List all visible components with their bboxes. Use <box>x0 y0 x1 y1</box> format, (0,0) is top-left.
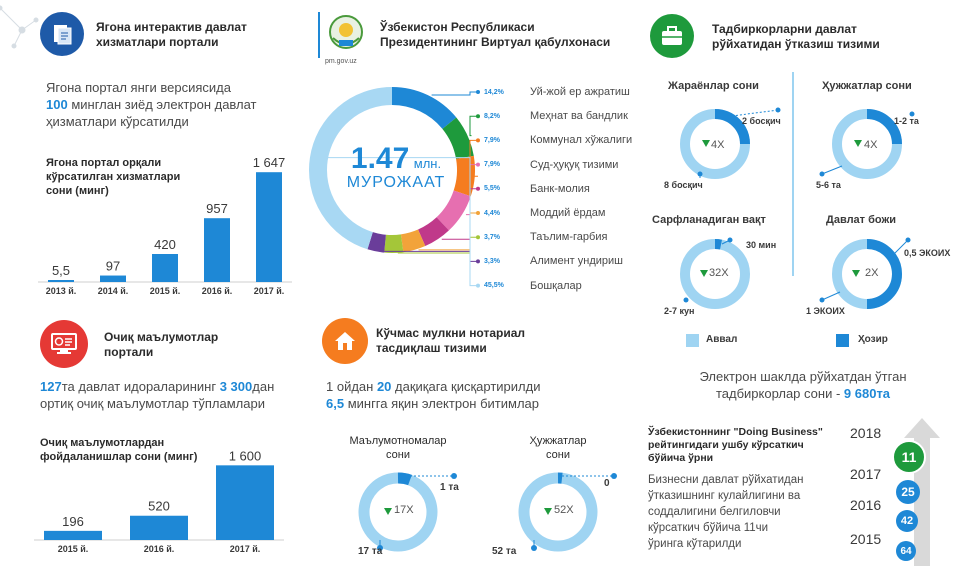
gauge-processes-title: Жараёнлар сони <box>668 80 759 92</box>
bar-value-label: 957 <box>206 201 228 217</box>
gauge-documents-title: Ҳужжатлар сони <box>529 435 587 461</box>
donut-center-value: 1.47 <box>350 142 410 175</box>
doing-business-description: Бизнесни давлат рўйхатидан ўтказишнинг кулайлигини ва соддалигини белгиловчи кўрсаткич бўйича 11чи ўринга кўтарилди <box>648 474 804 550</box>
gauge-documents-count-title: Ҳужжатлар сони <box>822 80 912 92</box>
bar-category-label: 2016 й. <box>201 286 233 296</box>
rank-badge-2015: 64 <box>896 541 916 561</box>
legend-item-value: 4,4% <box>484 209 500 217</box>
gauge-references-center: 17X <box>394 504 414 516</box>
donut-center-label: МУРОЖААТ <box>346 174 446 191</box>
legend-after-swatch <box>836 334 849 347</box>
donut-center <box>336 142 456 192</box>
gauge-documents-after: 0 <box>604 478 610 489</box>
legend-dot <box>476 163 480 167</box>
legend-dot <box>476 90 480 94</box>
legend-item-label: Банк-молия <box>530 182 590 195</box>
donut-slice <box>402 238 422 244</box>
forms-icon <box>40 12 84 56</box>
bar-value-label: 520 <box>148 498 170 514</box>
legend-item-value: 45,5% <box>484 282 504 290</box>
logo-caption: pm.gov.uz <box>325 58 357 65</box>
legend-dot <box>476 284 480 288</box>
bar-category-label: 2016 й. <box>143 544 175 554</box>
legend-item <box>484 181 590 197</box>
legend-connector <box>432 92 478 95</box>
donut-slice <box>370 241 385 244</box>
open-data-bar-chart <box>30 430 310 565</box>
legend-item-label: Таълим-гарбия <box>530 231 608 244</box>
legend-before-swatch <box>686 334 699 347</box>
bar <box>130 516 188 540</box>
legend-item <box>484 253 623 269</box>
rank-year-2017: 2017 <box>850 466 882 482</box>
legend-dot <box>476 259 480 263</box>
gauge-time-before: 2-7 кун <box>664 306 695 316</box>
donut-slice <box>392 96 449 123</box>
gauge-documents-before: 52 та <box>492 546 517 557</box>
legend-before-label: Аввал <box>706 334 738 345</box>
gauge-references-before: 17 та <box>358 546 383 557</box>
business-title: Тадбиркорларни давлат рўйхатидан ўтказиш тизими <box>712 22 880 51</box>
legend-item-value: 8,2% <box>484 112 500 120</box>
doing-business-title: Ўзбекистоннинг "Doing Business" рейтингидаги ушбу кўрсаткич бўйича ўрни <box>648 426 823 464</box>
legend-connector <box>470 116 478 135</box>
gauge-documents-count-center: 4X <box>864 139 878 151</box>
legend-item-label: Алимент ундириш <box>530 255 623 268</box>
legend-item-label: Моддий ёрдам <box>530 207 606 219</box>
bar <box>44 531 102 540</box>
bar-category-label: 2017 й. <box>253 286 285 296</box>
monitor-icon <box>40 320 88 368</box>
open-data-description: 127та давлат идораларининг 3 300дан ортиқ очиқ маълумотлар тўпламлари <box>40 379 275 411</box>
gauge-time-after: 30 мин <box>746 240 777 250</box>
gauge-time-title: Сарфланадиган вақт <box>652 214 766 226</box>
legend-item-label: Уй-жой ер ажратиш <box>530 86 630 98</box>
rank-badge-2018: 11 <box>892 440 926 474</box>
rank-badge-2017: 25 <box>896 480 920 504</box>
bar-value-label: 1 647 <box>252 155 286 171</box>
legend-item-value: 7,9% <box>484 136 500 144</box>
gauge-documents-count-before: 5-6 та <box>816 180 841 190</box>
bar-value-label: 196 <box>62 513 84 529</box>
gauge-references-after: 1 та <box>440 482 459 493</box>
gauge-fee-after: 0,5 ЭКОИХ <box>904 248 951 258</box>
bar-value-label: 97 <box>105 258 121 274</box>
bar-category-label: 2015 й. <box>57 544 89 554</box>
legend-item <box>484 132 632 148</box>
rank-year-2015: 2015 <box>850 531 882 547</box>
gauge-processes-center: 4X <box>711 139 725 151</box>
donut-slice <box>385 243 402 244</box>
bar <box>216 465 274 540</box>
legend-item-value: 14,2% <box>484 88 504 96</box>
legend-item-value: 3,3% <box>484 257 500 265</box>
legend-dot <box>476 138 480 142</box>
bar-category-label: 2014 й. <box>97 286 129 296</box>
portal-description: Ягона портал янги версиясида 100 минглан зиёд электрон давлат ҳизматлари кўрсатилди <box>46 80 257 129</box>
legend-item <box>484 108 628 124</box>
bar <box>152 254 178 282</box>
legend-item <box>484 205 605 221</box>
bar <box>48 280 74 282</box>
gauge-fee-center: 2X <box>865 267 879 279</box>
portal-services-bar-chart <box>30 140 310 305</box>
gauge-fee-title: Давлат божи <box>826 214 897 226</box>
rank-year-2018: 2018 <box>850 425 882 441</box>
legend-item-value: 7,9% <box>484 161 500 169</box>
legend-item-label: Коммунал хўжалиги <box>530 134 633 147</box>
legend-dot <box>476 235 480 239</box>
legend-item-value: 5,5% <box>484 185 500 193</box>
bar-value-label: 5,5 <box>51 263 71 278</box>
gauge-time-center: 32X <box>709 267 729 279</box>
legend-dot <box>476 187 480 191</box>
bar-value-label: 1 600 <box>228 448 262 464</box>
gauge-processes-before: 8 босқич <box>664 180 703 190</box>
virtual-reception-title: Ўзбекистон Республикаси Президентининг Виртуал қабулхонаси <box>380 20 611 49</box>
bar-category-label: 2013 й. <box>45 286 77 296</box>
bar-value-label: 420 <box>154 237 176 252</box>
notary-description: 1 ойдан 20 дақиқага қисқартирилди 6,5 мингга яқин электрон битимлар <box>326 379 541 411</box>
legend-item <box>484 84 630 100</box>
legend-item <box>484 157 618 173</box>
state-emblem-logo <box>317 10 371 64</box>
legend-item-label: Суд-ҳуқуқ тизими <box>530 158 619 171</box>
legend-after-label: Ҳозир <box>858 334 888 345</box>
donut-slice <box>462 157 466 193</box>
portal-chart-title: Ягона портал орқали кўрсатилган хизматлари сони (минг) <box>46 157 181 197</box>
donut-center-unit: млн. <box>413 156 442 171</box>
bar-category-label: 2015 й. <box>149 286 181 296</box>
legend-item-label: Меҳнат ва бандлик <box>530 110 628 123</box>
legend-dot <box>476 211 480 215</box>
rank-year-2016: 2016 <box>850 497 882 513</box>
portal-title: Ягона интерактив давлат хизматлари портали <box>96 20 247 49</box>
gauge-fee-before: 1 ЭКОИХ <box>806 306 845 316</box>
donut-slice <box>443 193 462 223</box>
bar <box>256 172 282 282</box>
rank-badge-2016: 42 <box>896 510 918 532</box>
house-icon <box>322 318 368 364</box>
legend-item <box>484 278 582 294</box>
registered-entrepreneurs: Электрон шаклда рўйхатдан ўтган тадбиркорлар сони - 9 680та <box>699 369 907 401</box>
legend-item-value: 3,7% <box>484 233 500 241</box>
legend-item-label: Бошқалар <box>530 279 582 292</box>
bar-category-label: 2017 й. <box>229 544 261 554</box>
gauge-documents-count-after: 1-2 та <box>894 116 919 126</box>
open-data-title: Очиқ маълумотлар портали <box>104 330 219 359</box>
legend-dot <box>476 114 480 118</box>
legend-item <box>484 229 607 245</box>
gauge-processes-after: 2 босқич <box>742 116 781 126</box>
notary-title: Кўчмас мулкни нотариал тасдиқлаш тизими <box>376 326 526 355</box>
gauge-references-title: Маълумотномалар сони <box>349 435 447 461</box>
bar <box>100 276 126 282</box>
open-data-chart-title: Очиқ маълумотлардан фойдаланишлар сони (минг) <box>40 437 198 463</box>
donut-slice <box>422 224 443 238</box>
briefcase-icon <box>650 14 694 58</box>
gauge-documents-center: 52X <box>554 504 574 516</box>
divider <box>792 72 794 276</box>
bar <box>204 218 230 282</box>
